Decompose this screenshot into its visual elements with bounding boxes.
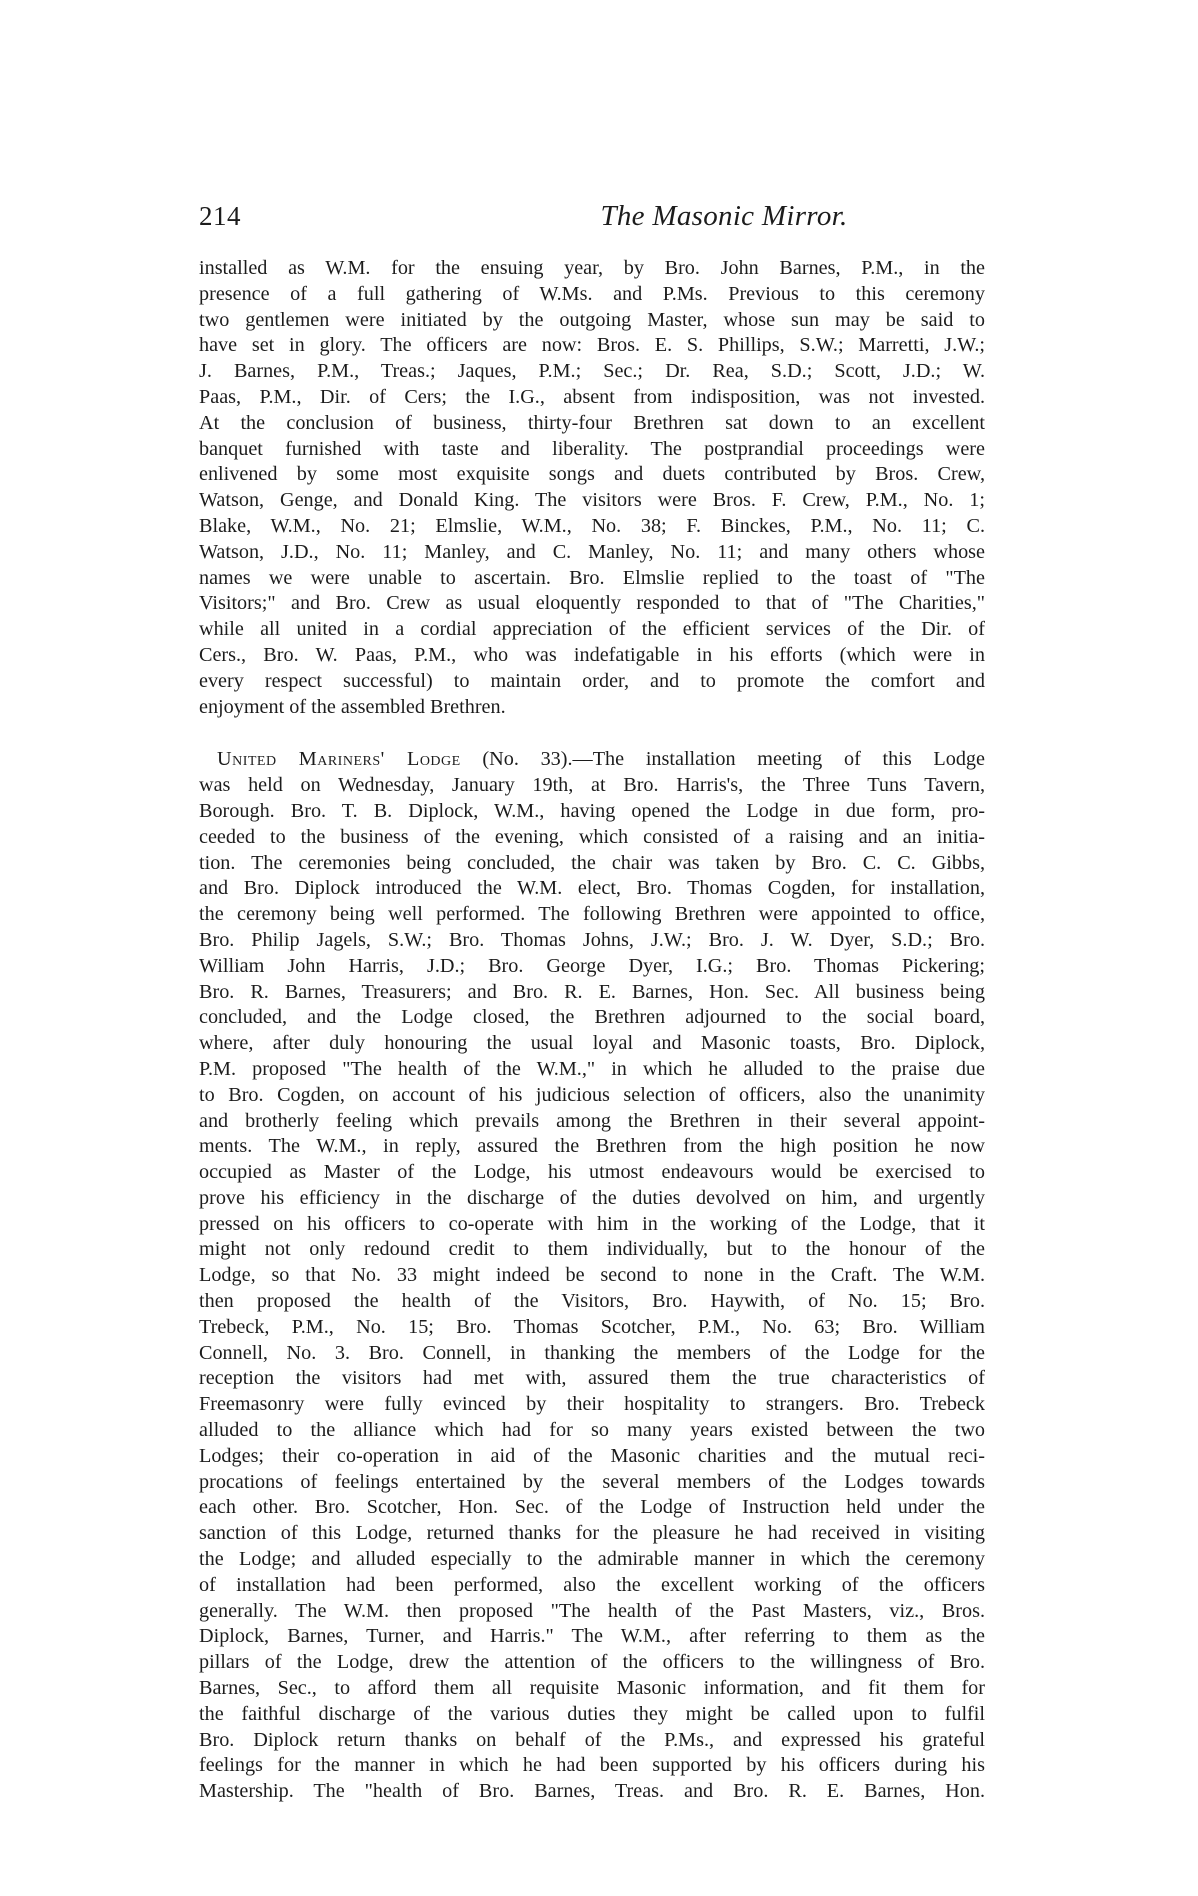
text-line: sanction of this Lodge, returned thanks for the pleasure he had received in visiting [199,1522,985,1545]
paragraph-opening-line [199,747,985,773]
text-line: Borough. Bro. T. B. Diplock, W.M., having opened the Lodge in due form, pro- [199,799,985,822]
text-line: Lodge, so that No. 33 might indeed be second to none in the Craft. The W.M. [199,1264,985,1287]
text-line: and brotherly feeling which prevails among the Brethren in their several appoint- [199,1109,985,1132]
text-line: reception the visitors had met with, assured them the true characteristics of [199,1367,985,1390]
text-line: was held on Wednesday, January 19th, at Bro. Harris's, the Three Tuns Tavern, [199,774,985,797]
journal-title: The Masonic Mirror. [600,200,848,232]
text-line: each other. Bro. Scotcher, Hon. Sec. of the Lodge of Instruction held under the [199,1496,985,1519]
text-line: Bro. Philip Jagels, S.W.; Bro. Thomas Johns, J.W.; Bro. J. W. Dyer, S.D.; Bro. [199,928,985,951]
text-line: tion. The ceremonies being concluded, the chair was taken by Bro. C. C. Gibbs, [199,851,985,874]
text-line: alluded to the alliance which had for so many years existed between the two [199,1419,985,1442]
text-line: At the conclusion of business, thirty-four Brethren sat down to an excellent [199,411,985,434]
text-line: names we were unable to ascertain. Bro. Elmslie replied to the toast of "The [199,566,985,589]
text-line: banquet furnished with taste and liberality. The postprandial proceedings were [199,437,985,460]
text-line: two gentlemen were initiated by the outgoing Master, whose sun may be said to [199,308,985,331]
text-line: the Lodge; and alluded especially to the admirable manner in which the ceremony [199,1548,985,1571]
page-number: 214 [199,201,241,231]
text-line: Barnes, Sec., to afford them all requisite Masonic information, and fit them for [199,1677,985,1700]
text-line: while all united in a cordial appreciation of the efficient services of the Dir. of [199,618,985,641]
section-heading: United Mariners' Lodge [217,748,461,771]
text-line: generally. The W.M. then proposed "The health of the Past Masters, viz., Bros. [199,1599,985,1622]
text-line: Visitors;" and Bro. Crew as usual eloquently responded to that of "The Charities," [199,592,985,615]
text-line: have set in glory. The officers are now: Bros. E. S. Phillips, S.W.; Marretti, J.W.; [199,334,985,357]
text-line: the ceremony being well performed. The following Brethren were appointed to office, [199,903,985,926]
text-line: Bro. Diplock return thanks on behalf of the P.Ms., and expressed his grateful [199,1728,985,1751]
text-line: then proposed the health of the Visitors, Bro. Haywith, of No. 15; Bro. [199,1290,985,1313]
text-line: pillars of the Lodge, drew the attention of the officers to the willingness of Bro. [199,1651,985,1674]
text-line: to Bro. Cogden, on account of his judicious selection of officers, also the unanimity [199,1083,985,1106]
text-line: feelings for the manner in which he had been supported by his officers during his [199,1754,985,1777]
text-line: the faithful discharge of the various duties they might be called upon to fulfil [199,1702,985,1725]
text-line: P.M. proposed "The health of the W.M.," in which he alluded to the praise due [199,1057,985,1080]
text-line: enjoyment of the assembled Brethren. [199,695,506,718]
text-line: Diplock, Barnes, Turner, and Harris." The W.M., after referring to them as the [199,1625,985,1648]
text-line: Watson, J.D., No. 11; Manley, and C. Manley, No. 11; and many others whose [199,540,985,563]
text-line: every respect successful) to maintain order, and to promote the comfort and [199,669,985,692]
text-line: of installation had been performed, also the excellent working of the officers [199,1573,985,1596]
text-line: installed as W.M. for the ensuing year, by Bro. John Barnes, P.M., in the [199,257,985,279]
paragraph-1 [199,256,985,720]
text-line: presence of a full gathering of W.Ms. and P.Ms. Previous to this ceremony [199,282,985,305]
article-body [199,256,985,1831]
text-line: where, after duly honouring the usual loyal and Masonic toasts, Bro. Diplock, [199,1032,985,1055]
text-line: Lodges; their co-operation in aid of the Masonic charities and the mutual reci- [199,1444,985,1467]
text-line: might not only redound credit to them individually, but to the honour of the [199,1238,985,1261]
text-line: J. Barnes, P.M., Treas.; Jaques, P.M.; Sec.; Dr. Rea, S.D.; Scott, J.D.; W. [199,360,985,383]
text-line: ceeded to the business of the evening, which consisted of a raising and an initia- [199,825,985,848]
paragraph-gap [199,720,985,747]
text-line: Watson, Genge, and Donald King. The visitors were Bros. F. Crew, P.M., No. 1; [199,489,985,512]
paragraph-2 [199,747,985,1830]
text-line: prove his efficiency in the discharge of the duties devolved on him, and urgently [199,1186,985,1209]
running-head [199,196,999,236]
text-line: Blake, W.M., No. 21; Elmslie, W.M., No. 38; F. Binckes, P.M., No. 11; C. [199,514,985,537]
text-line: Trebeck, P.M., No. 15; Bro. Thomas Scotcher, P.M., No. 63; Bro. William [199,1315,985,1338]
text-line: Mastership. The "health of Bro. Barnes, Treas. and Bro. R. E. Barnes, Hon. [199,1780,985,1803]
text-line: Bro. R. Barnes, Treasurers; and Bro. R. E. Barnes, Hon. Sec. All business being [199,980,985,1003]
text-line: Freemasonry were fully evinced by their hospitality to strangers. Bro. Trebeck [199,1393,985,1416]
text-line: and Bro. Diplock introduced the W.M. elect, Bro. Thomas Cogden, for installation, [199,877,985,900]
text-line: enlivened by some most exquisite songs and duets contributed by Bros. Crew, [199,463,985,486]
text-line: concluded, and the Lodge closed, the Brethren adjourned to the social board, [199,1006,985,1029]
text-line: occupied as Master of the Lodge, his utmost endeavours would be exercised to [199,1161,985,1184]
text-line: Cers., Bro. W. Paas, P.M., who was indefatigable in his efforts (which were in [199,643,985,666]
text-line: ments. The W.M., in reply, assured the Brethren from the high position he now [199,1135,985,1158]
text-line: procations of feelings entertained by the several members of the Lodges towards [199,1470,985,1493]
text-line: William John Harris, J.D.; Bro. George Dyer, I.G.; Bro. Thomas Pickering; [199,954,985,977]
text-line [199,1805,985,1831]
text-line: Paas, P.M., Dir. of Cers; the I.G., absent from indisposition, was not invested. [199,385,985,408]
heading-continuation: (No. 33).—The installation meeting of this Lodge [460,748,985,771]
text-line: pressed on his officers to co-operate with him in the working of the Lodge, that it [199,1212,985,1235]
text-line: Connell, No. 3. Bro. Connell, in thanking the members of the Lodge for the [199,1341,985,1364]
